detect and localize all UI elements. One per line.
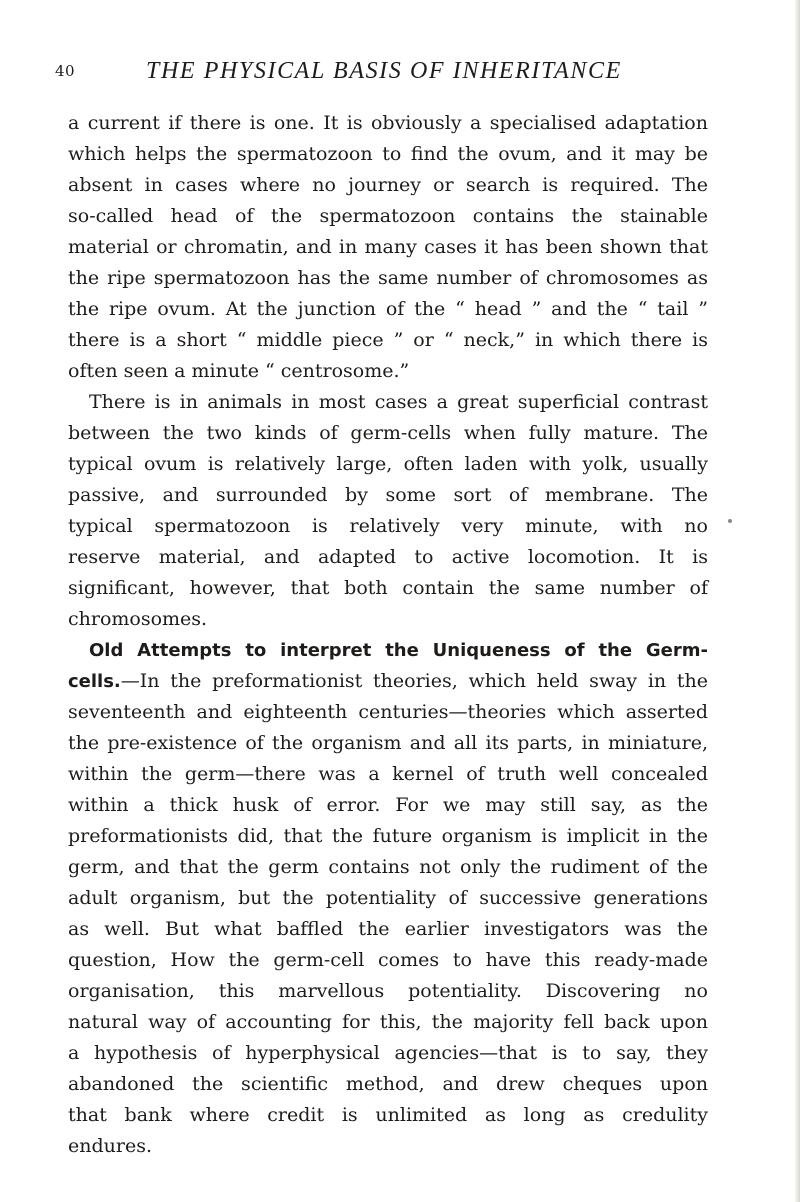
- text-line: [68, 666, 708, 697]
- text-line: a hypothesis of hyperphysical agencies—that is to say, they: [68, 1042, 708, 1064]
- text-line: seventeenth and eighteenth centuries—theories which asserted: [68, 701, 708, 723]
- text-line: chromosomes.: [68, 608, 208, 630]
- text-line: adult organism, but the potentiality of successive generations: [68, 887, 708, 909]
- text-line: the ripe spermatozoon has the same number of chromosomes as: [68, 267, 708, 289]
- text-line: germ, and that the germ contains not only the rudiment of the: [68, 856, 708, 878]
- text-line: reserve material, and adapted to active locomotion. It is: [68, 546, 708, 568]
- text-line: preformationists did, that the future organism is implicit in the: [68, 825, 708, 847]
- text-line: as well. But what baffled the earlier investigators was the: [68, 918, 708, 940]
- page-edge-shadow: [794, 0, 800, 1202]
- text-line: question, How the germ-cell comes to have this ready-made: [68, 949, 708, 971]
- body-text: [68, 108, 708, 1162]
- text-line: there is a short “ middle piece ” or “ neck,” in which there is: [68, 329, 708, 351]
- text-line-run: —In the preformationist theories, which held sway in the: [120, 670, 708, 692]
- section-heading-end: cells.: [68, 671, 121, 692]
- running-head: [55, 58, 755, 88]
- text-line: passive, and surrounded by some sort of membrane. The: [68, 484, 708, 506]
- text-line: organisation, this marvellous potentiality. Discovering no: [68, 980, 708, 1002]
- text-line: typical ovum is relatively large, often laden with yolk, usually: [68, 453, 708, 475]
- text-line: the ripe ovum. At the junction of the “ head ” and the “ tail ”: [68, 298, 708, 320]
- page-number: 40: [55, 62, 76, 80]
- text-line: so-called head of the spermatozoon contains the stainable: [68, 205, 708, 227]
- text-line: natural way of accounting for this, the majority fell back upon: [68, 1011, 708, 1033]
- text-line: within a thick husk of error. For we may still say, as the: [68, 794, 708, 816]
- text-line: material or chromatin, and in many cases it has been shown that: [68, 236, 708, 258]
- text-line: abandoned the scientific method, and drew cheques upon: [68, 1073, 708, 1095]
- text-line: between the two kinds of germ-cells when fully mature. The: [68, 422, 708, 444]
- text-line: endures.: [68, 1135, 152, 1157]
- text-line: absent in cases where no journey or search is required. The: [68, 174, 708, 196]
- text-line: the pre-existence of the organism and all its parts, in miniature,: [68, 732, 708, 754]
- text-line: a current if there is one. It is obviously a specialised adaptation: [68, 112, 708, 134]
- margin-speck: [728, 519, 732, 523]
- text-line: that bank where credit is unlimited as long as credulity: [68, 1104, 708, 1126]
- text-line: which helps the spermatozoon to find the ovum, and it may be: [68, 143, 708, 165]
- section-heading: Old Attempts to interpret the Uniqueness of the Germ-: [89, 640, 708, 661]
- text-line: often seen a minute “ centrosome.”: [68, 360, 410, 382]
- text-line: significant, however, that both contain the same number of: [68, 577, 708, 599]
- text-line: typical spermatozoon is relatively very minute, with no: [68, 515, 708, 537]
- text-line: within the germ—there was a kernel of truth well concealed: [68, 763, 708, 785]
- text-line: There is in animals in most cases a great superficial contrast: [89, 391, 708, 413]
- running-title: THE PHYSICAL BASIS OF INHERITANCE: [146, 58, 622, 84]
